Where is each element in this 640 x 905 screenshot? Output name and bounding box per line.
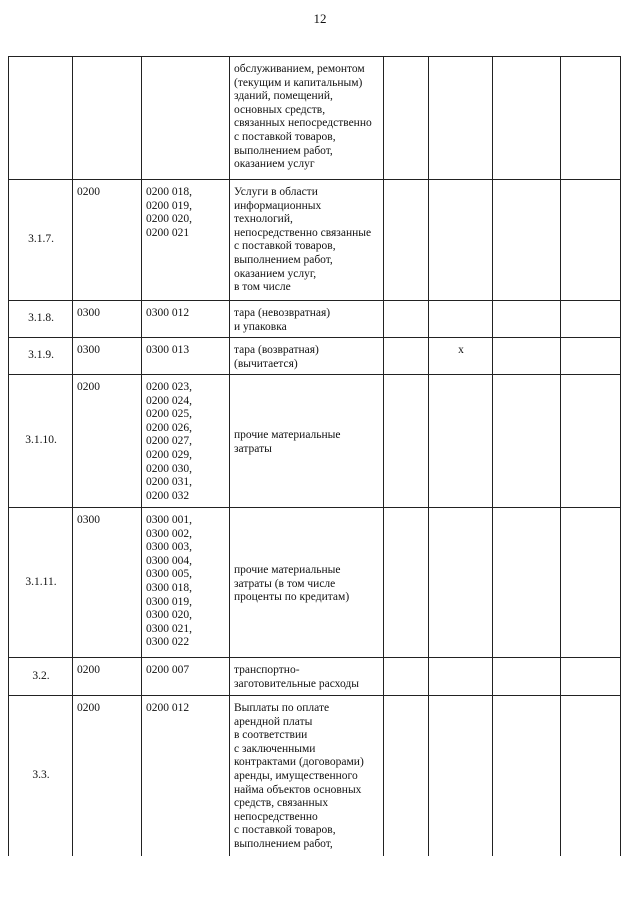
row-subcodes: 0200 012: [142, 696, 230, 856]
row-cell-5: [384, 696, 429, 856]
row-number: 3.1.8.: [9, 301, 73, 338]
row-code: 0200: [73, 180, 142, 301]
row-name: прочие материальные затраты (в том числе проценты по кредитам): [230, 508, 384, 658]
table-row: [9, 696, 621, 856]
row-code: 0200: [73, 375, 142, 508]
row-cell-8: [561, 180, 621, 301]
row-number: 3.1.11.: [9, 508, 73, 658]
row-name: тара (невозвратная) и упаковка: [230, 301, 384, 338]
row-cell-7: [493, 508, 561, 658]
row-cell-6: [429, 301, 493, 338]
row-subcodes: 0200 007: [142, 658, 230, 696]
row-name: транспортно- заготовительные расходы: [230, 658, 384, 696]
row-cell-7: [493, 57, 561, 180]
row-subcodes: 0300 012: [142, 301, 230, 338]
row-cell-6: [429, 375, 493, 508]
row-cell-7: [493, 338, 561, 375]
row-code: 0300: [73, 301, 142, 338]
row-cell-6: [429, 57, 493, 180]
x-mark: x: [429, 338, 493, 375]
row-subcodes: 0200 018, 0200 019, 0200 020, 0200 021: [142, 180, 230, 301]
row-cell-8: [561, 508, 621, 658]
row-cell-8: [561, 696, 621, 856]
row-cell-8: [561, 338, 621, 375]
row-number: 3.1.9.: [9, 338, 73, 375]
row-cell-6: [429, 508, 493, 658]
row-cell-6: [429, 180, 493, 301]
table-row: [9, 180, 621, 301]
row-subcodes: 0200 023, 0200 024, 0200 025, 0200 026, 0200 027, 0200 029, 0200 030, 0200 031, 0200 032: [142, 375, 230, 508]
row-code: 0200: [73, 696, 142, 856]
row-cell-7: [493, 375, 561, 508]
table-row: [9, 301, 621, 338]
row-number: 3.3.: [9, 696, 73, 856]
row-number: [9, 57, 73, 180]
table-row: [9, 57, 621, 180]
row-cell-7: [493, 658, 561, 696]
row-cell-8: [561, 301, 621, 338]
data-table: [8, 56, 621, 856]
table-row: [9, 338, 621, 375]
row-cell-8: [561, 57, 621, 180]
row-code: 0300: [73, 508, 142, 658]
row-name: Выплаты по оплате арендной платы в соответствии с заключенными контрактами (договорами) аренды, имущественного найма объектов основных средств, связанных непосредственно с поставкой товаров, выполнением работ,: [230, 696, 384, 856]
row-name: обслуживанием, ремонтом (текущим и капитальным) зданий, помещений, основных средств, связанных непосредственно с поставкой товаров, выполнением работ, оказанием услуг: [230, 57, 384, 180]
row-subcodes: [142, 57, 230, 180]
row-subcodes: 0300 013: [142, 338, 230, 375]
row-name: прочие материальные затраты: [230, 375, 384, 508]
row-cell-5: [384, 338, 429, 375]
row-cell-5: [384, 508, 429, 658]
row-cell-7: [493, 180, 561, 301]
row-number: 3.1.7.: [9, 180, 73, 301]
row-cell-5: [384, 658, 429, 696]
row-code: [73, 57, 142, 180]
row-name: тара (возвратная) (вычитается): [230, 338, 384, 375]
row-subcodes: 0300 001, 0300 002, 0300 003, 0300 004, 0300 005, 0300 018, 0300 019, 0300 020, 0300 021, 0300 022: [142, 508, 230, 658]
table-row: [9, 508, 621, 658]
row-cell-5: [384, 180, 429, 301]
table-body: [9, 57, 621, 856]
row-number: 3.1.10.: [9, 375, 73, 508]
table-row: [9, 375, 621, 508]
table-row: [9, 658, 621, 696]
row-number: 3.2.: [9, 658, 73, 696]
row-cell-6: [429, 696, 493, 856]
row-cell-5: [384, 375, 429, 508]
row-cell-8: [561, 658, 621, 696]
row-cell-7: [493, 301, 561, 338]
row-cell-5: [384, 301, 429, 338]
row-name: Услуги в области информационных технологий, непосредственно связанные с поставкой товаров, выполнением работ, оказанием услуг, в том числе: [230, 180, 384, 301]
row-cell-8: [561, 375, 621, 508]
row-code: 0300: [73, 338, 142, 375]
row-cell-6: [429, 658, 493, 696]
row-code: 0200: [73, 658, 142, 696]
row-cell-7: [493, 696, 561, 856]
page-number: 12: [313, 11, 327, 26]
row-cell-5: [384, 57, 429, 180]
